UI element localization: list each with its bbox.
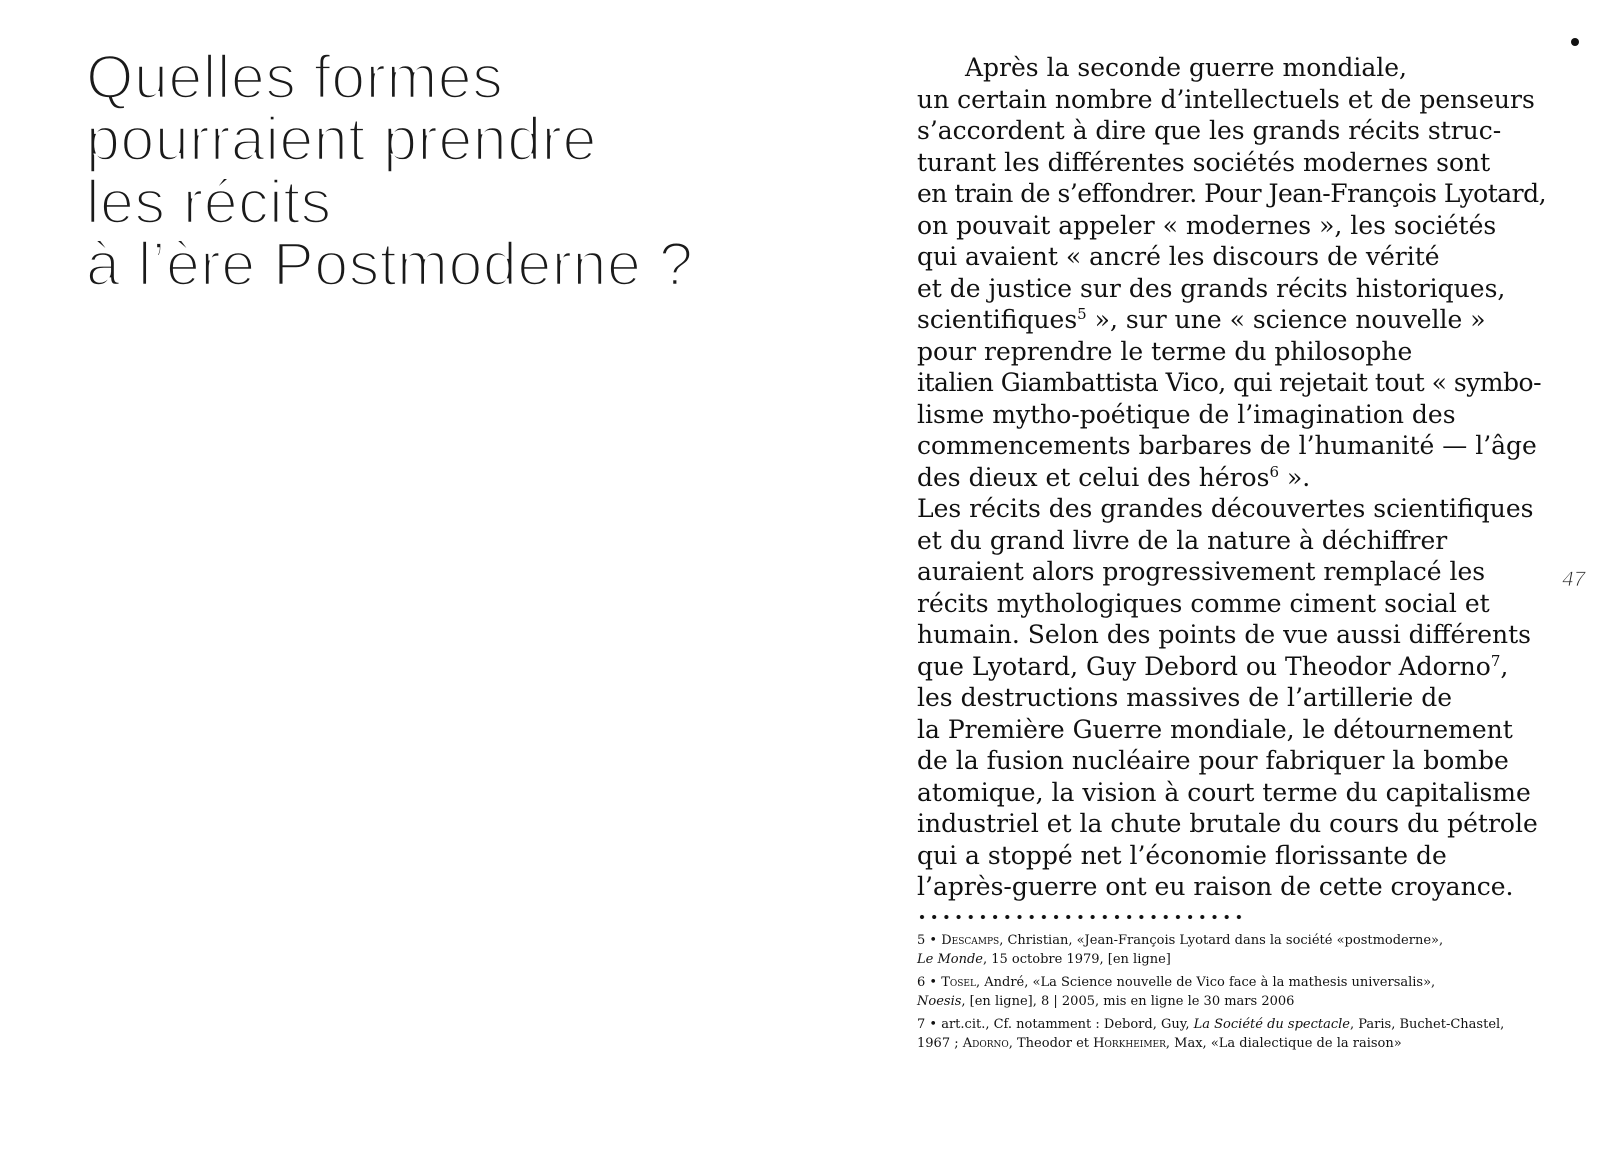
body-line: un certain nombre d’intellectuels et de penseurs xyxy=(917,84,1535,114)
footnote-reference: 7 xyxy=(1490,651,1501,670)
body-line: on pouvait appeler « modernes », les sociétés xyxy=(917,210,1497,240)
footnote-line xyxy=(917,1016,1504,1035)
body-line: s’accordent à dire que les grands récits struc- xyxy=(917,116,1502,145)
body-line: Après la seconde guerre mondiale, xyxy=(965,53,1407,82)
body-line: auraient alors progressivement remplacé les xyxy=(917,557,1486,586)
heading-line: les récits xyxy=(86,167,332,236)
body-line: et du grand livre de la nature à déchiffrer xyxy=(917,525,1448,555)
footnote-line xyxy=(917,974,1504,993)
chapter-heading xyxy=(86,43,694,299)
footnote-line xyxy=(917,993,1504,1012)
footnote-text: , 15 octobre 1979, [en ligne] xyxy=(982,951,1171,967)
body-line: industriel et la chute brutale du cours du pétrole xyxy=(917,809,1538,838)
body-line: en train de s’effondrer. Pour Jean-François Lyotard, xyxy=(917,179,1547,208)
body-line: atomique, la vision à court terme du capitalisme xyxy=(917,777,1531,807)
body-line: les destructions massives de l’artillerie de xyxy=(917,683,1453,712)
footnotes xyxy=(917,932,1504,1058)
body-line-text: que Lyotard, Guy Debord ou Theodor Adorno xyxy=(917,651,1491,681)
heading-line: Quelles formes xyxy=(86,43,504,111)
footnote-text: , [en ligne], 8 | 2005, mis en ligne le 30 mars 2006 xyxy=(961,993,1295,1009)
body-text xyxy=(917,52,1546,903)
footnote-author: Tosel xyxy=(941,975,976,990)
footnote-text: , Christian, «Jean-François Lyotard dans la société «postmoderne», xyxy=(999,933,1444,948)
footnote-line xyxy=(917,932,1504,951)
footnote-author: Descamps xyxy=(941,933,1000,948)
footnote-reference: 5 xyxy=(1077,305,1087,323)
body-line: humain. Selon des points de vue aussi différents xyxy=(917,620,1531,649)
footnote-author: Horkheimer xyxy=(1093,1035,1166,1051)
footnote-label: 5 • xyxy=(917,933,942,948)
body-line xyxy=(917,462,1546,494)
footnote-label: 7 • xyxy=(917,1017,942,1032)
body-line: l’après-guerre ont eu raison de cette croyance. xyxy=(917,872,1514,901)
footnote-line xyxy=(917,951,1504,970)
body-line xyxy=(917,651,1546,683)
body-line: commencements barbares de l’humanité — l’âge xyxy=(917,431,1537,460)
body-line: lisme mytho-poétique de l’imagination des xyxy=(917,399,1456,429)
body-line: qui avaient « ancré les discours de vérité xyxy=(917,242,1440,271)
footnote-reference: 6 xyxy=(1269,462,1279,481)
page-marker-dot xyxy=(1571,38,1579,46)
footnote-text: , André, «La Science nouvelle de Vico face à la mathesis universalis», xyxy=(975,975,1436,990)
footnote-book-title: La Société du spectacle xyxy=(1193,1017,1350,1032)
body-line: la Première Guerre mondiale, le détournement xyxy=(917,714,1513,744)
heading-line: pourraient prendre xyxy=(86,105,597,174)
heading-line: à l’ère Postmoderne ? xyxy=(86,230,694,299)
dotted-separator xyxy=(919,914,1244,920)
body-line: turant les différentes sociétés modernes sont xyxy=(917,147,1491,177)
right-page xyxy=(809,0,1618,1152)
body-line: récits mythologiques comme ciment social et xyxy=(917,588,1490,618)
body-line-text: », sur une « science nouvelle » xyxy=(1086,305,1486,334)
footnote-source: Noesis xyxy=(917,993,962,1009)
footnote-source: Le Monde xyxy=(917,951,983,967)
body-line: de la fusion nucléaire pour fabriquer la bombe xyxy=(917,746,1509,775)
footnote-text: art.cit., Cf. notamment : Debord, Guy, xyxy=(941,1017,1194,1032)
footnote-line xyxy=(917,1035,1504,1054)
body-line: et de justice sur des grands récits historiques, xyxy=(917,273,1506,303)
body-line: Les récits des grandes découvertes scientifiques xyxy=(917,494,1534,523)
footnote-author: Adorno xyxy=(962,1035,1009,1051)
footnote-text: , Max, «La dialectique de la raison» xyxy=(1165,1035,1402,1051)
footnote xyxy=(917,974,1504,1011)
page-number: 47 xyxy=(1562,568,1586,591)
footnote-text: , Theodor et xyxy=(1008,1035,1094,1051)
footnote xyxy=(917,1016,1504,1053)
body-line-text: scientifiques xyxy=(917,305,1078,334)
body-line-text: , xyxy=(1500,651,1509,681)
body-line: qui a stoppé net l’économie florissante de xyxy=(917,840,1447,870)
footnote-text: , Paris, Buchet-Chastel, xyxy=(1349,1017,1505,1032)
body-line: italien Giambattista Vico, qui rejetait tout « symbo- xyxy=(917,368,1542,397)
footnote-text: 1967 ; xyxy=(917,1035,963,1051)
body-line-text: ». xyxy=(1279,462,1311,492)
body-line-text: des dieux et celui des héros xyxy=(917,462,1270,492)
body-line: pour reprendre le terme du philosophe xyxy=(917,336,1413,366)
body-line xyxy=(917,304,1546,336)
footnote-label: 6 • xyxy=(917,975,942,990)
footnote xyxy=(917,932,1504,969)
